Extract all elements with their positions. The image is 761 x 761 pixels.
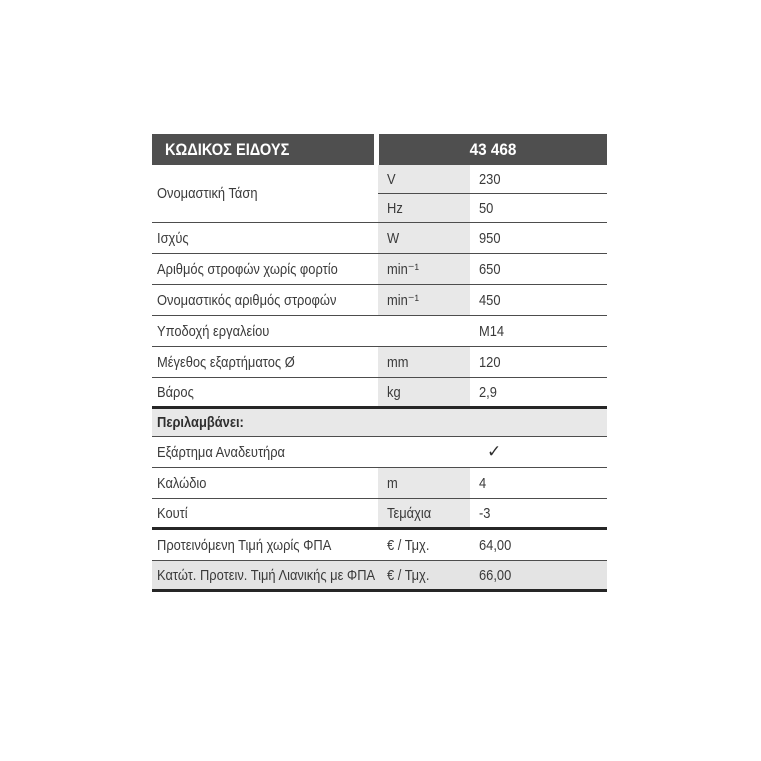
row-label-cell [152, 165, 378, 222]
value-text: 4 [479, 474, 487, 492]
row-label-cell [152, 468, 378, 498]
table-row [152, 254, 607, 285]
value-cell [470, 378, 607, 406]
row-label-cell [152, 285, 378, 315]
row-label: Ονομαστικός αριθμός στροφών [157, 291, 337, 309]
value-cell [470, 499, 607, 527]
value-cell [470, 316, 607, 346]
table-row [152, 561, 607, 592]
unit-text: V [387, 170, 396, 188]
spec-table-rows [152, 165, 607, 592]
unit-text: W [387, 229, 400, 247]
row-subrows [378, 165, 607, 222]
value-cell [470, 530, 607, 560]
unit-text: kg [387, 383, 401, 401]
value-cell [470, 347, 607, 377]
unit-cell [378, 223, 470, 253]
table-row [152, 316, 607, 347]
header-code: 43 468 [469, 139, 517, 159]
value-text: M14 [479, 322, 505, 340]
unit-text: min⁻¹ [387, 292, 419, 309]
table-row [152, 223, 607, 254]
unit-cell [378, 285, 470, 315]
unit-cell [378, 468, 470, 498]
unit-cell [378, 316, 470, 346]
table-row [152, 437, 607, 468]
sub-row [378, 194, 607, 222]
header-label-cell [152, 134, 374, 165]
section-label: Περιλαμβάνει: [157, 414, 244, 431]
table-row [152, 165, 607, 223]
unit-cell [378, 437, 470, 467]
table-row [152, 347, 607, 378]
value-text: 120 [479, 353, 501, 371]
header-code-cell [379, 134, 607, 165]
unit-cell [378, 499, 470, 527]
value-text: 230 [479, 170, 501, 188]
table-row [152, 378, 607, 409]
value-text: 66,00 [479, 566, 512, 584]
row-label: Ονομαστική Τάση [157, 185, 258, 202]
value-text: 50 [479, 199, 494, 217]
unit-text: Τεμάχια [387, 504, 432, 522]
value-text: 950 [479, 229, 501, 247]
row-label: Ισχύς [157, 229, 189, 247]
value-cell [470, 437, 607, 467]
row-label: Κουτί [157, 504, 188, 522]
header-label: ΚΩΔΙΚΟΣ ΕΙΔΟΥΣ [165, 139, 290, 159]
row-label-cell [152, 437, 378, 467]
row-label: Καλώδιο [157, 474, 207, 492]
row-label-cell [152, 254, 378, 284]
row-label-cell [152, 378, 378, 406]
value-cell [470, 254, 607, 284]
row-label: Βάρος [157, 383, 194, 401]
row-label: Αριθμός στροφών χωρίς φορτίο [157, 260, 338, 278]
table-row [152, 468, 607, 499]
value-cell [470, 285, 607, 315]
value-cell [470, 561, 607, 589]
section-row [152, 409, 607, 437]
value-cell [470, 468, 607, 498]
value-text: -3 [479, 504, 491, 522]
table-row [152, 530, 607, 561]
unit-cell [378, 165, 470, 193]
sub-row [378, 165, 607, 194]
check-icon: ✓ [487, 442, 502, 461]
unit-cell [378, 561, 470, 589]
unit-cell [378, 378, 470, 406]
value-text: 2,9 [479, 383, 497, 401]
value-text: 64,00 [479, 536, 512, 554]
row-label: Μέγεθος εξαρτήματος Ø [157, 353, 295, 371]
table-row [152, 285, 607, 316]
value-cell [470, 194, 607, 222]
unit-text: min⁻¹ [387, 261, 419, 278]
unit-cell [378, 194, 470, 222]
unit-text: Hz [387, 199, 403, 217]
row-label-cell [152, 223, 378, 253]
row-label: Κατώτ. Προτειν. Τιμή Λιανικής με ΦΠΑ [157, 566, 376, 584]
unit-text: € / Τμχ. [387, 566, 430, 584]
unit-cell [378, 254, 470, 284]
unit-text: mm [387, 353, 409, 371]
value-text: 650 [479, 260, 501, 278]
row-label-cell [152, 499, 378, 527]
value-text: 450 [479, 291, 501, 309]
row-label-cell [152, 316, 378, 346]
row-label-cell [152, 347, 378, 377]
table-header [152, 134, 607, 165]
unit-text: m [387, 474, 398, 492]
unit-cell [378, 530, 470, 560]
spec-table [152, 134, 607, 592]
value-cell [470, 165, 607, 193]
row-label-cell [152, 561, 378, 589]
unit-text: € / Τμχ. [387, 536, 430, 554]
row-label: Εξάρτημα Αναδευτήρα [157, 443, 286, 461]
row-label-cell [152, 530, 378, 560]
unit-cell [378, 347, 470, 377]
value-cell [470, 223, 607, 253]
table-row [152, 499, 607, 530]
row-label: Προτεινόμενη Τιμή χωρίς ΦΠΑ [157, 536, 332, 554]
row-label: Υποδοχή εργαλείου [157, 322, 270, 340]
